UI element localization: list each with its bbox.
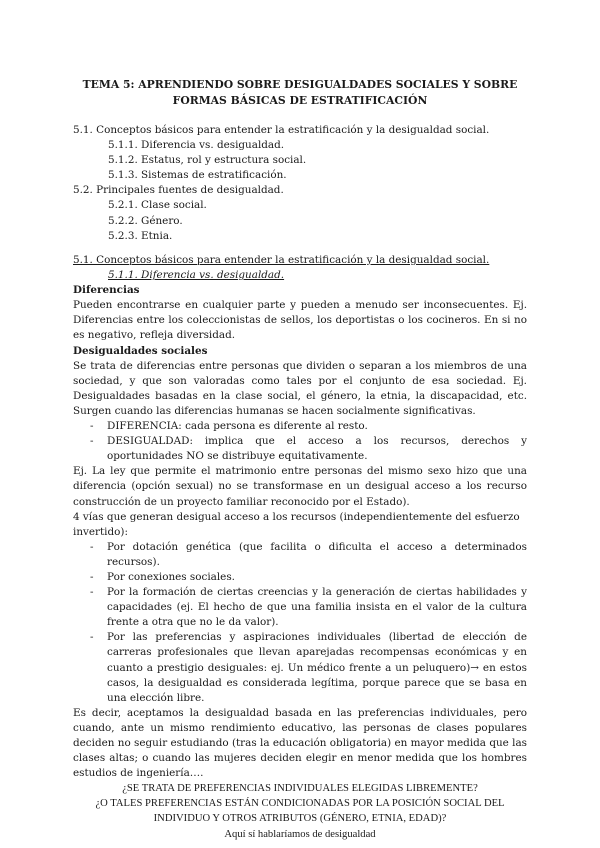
page-title: TEMA 5: APRENDIENDO SOBRE DESIGUALDADES SOCIALES Y SOBRE FORMAS BÁSICAS DE ESTRATIFICACIÓN — [82, 78, 518, 107]
toc-item: 5.2.2. Género. — [108, 214, 183, 227]
diferencias-paragraph: Pueden encontrarse en cualquier parte y pueden a menudo ser inconsecuentes. Ej. Diferencias entre los coleccionistas de sellos, los deportistas o los cocineros. En si no es negativo, refleja diversidad. — [73, 299, 527, 342]
table-of-contents — [73, 123, 533, 244]
list-item: - DIFERENCIA: cada persona es diferente al resto. — [73, 419, 527, 434]
toc-item: 5.1.3. Sistemas de estratificación. — [108, 169, 287, 182]
list-item: - Por dotación genética (que facilita o dificulta el acceso a determinados recursos). — [73, 540, 527, 570]
list-item: - Por las preferencias y aspiraciones individuales (libertad de elección de carreras profesionales que llevan aparejadas recompensas económicas y en cuanto a prestigio desiguales: ej. Un médico frente a un peluquero)→ en estos casos, la desigualdad es considerada legítima, porque parece que se basa en una elección libre. — [73, 630, 527, 705]
subsection-heading: 5.1.1. Diferencia vs. desigualdad. — [108, 269, 285, 282]
list-item: - Por conexiones sociales. — [73, 570, 527, 585]
list-item: - DESIGUALDAD: implica que el acceso a los recursos, derechos y oportunidades NO se distribuye equitativamente. — [73, 434, 527, 464]
vias-list — [73, 540, 527, 706]
question-line: ¿O TALES PREFERENCIAS ESTÁN CONDICIONADAS POR LA POSICIÓN SOCIAL DEL INDIVIDUO Y OTROS ATRIBUTOS (GÉNERO, ETNIA, EDAD)? — [95, 798, 505, 825]
closing-line: Aquí sí hablaríamos de desigualdad — [224, 828, 376, 840]
document-body — [73, 253, 527, 842]
toc-item: 5.2.3. Etnia. — [108, 229, 173, 242]
section-heading: 5.1. Conceptos básicos para entender la estratificación y la desigualdad social. — [73, 254, 490, 266]
toc-item: 5.1.1. Diferencia vs. desigualdad. — [108, 139, 285, 152]
toc-item: 5.1.2. Estatus, rol y estructura social. — [108, 154, 307, 167]
toc-item: 5.1. Conceptos básicos para entender la estratificación y la desigualdad social. — [73, 124, 490, 136]
question-line: ¿SE TRATA DE PREFERENCIAS INDIVIDUALES ELEGIDAS LIBREMENTE? — [122, 783, 478, 795]
desigualdades-heading: Desigualdades sociales — [73, 344, 208, 357]
example-paragraph: Ej. La ley que permite el matrimonio entre personas del mismo sexo hizo que una diferencia (opción sexual) no se transformase en un desigual acceso a los recurso construcción de un proyecto familiar reconocido por el Estado). — [73, 465, 527, 508]
conclusion-paragraph: Es decir, aceptamos la desigualdad basada en las preferencias individuales, pero cuando, ante un mismo rendimiento educativo, las personas de clases populares deciden no seguir estudiando (tras la educación obligatoria) en mayor medida que las clases altas; o cuando las mujeres deciden elegir en menor medida que los hombres estudios de ingeniería…. — [73, 706, 527, 780]
toc-item: 5.2.1. Clase social. — [108, 199, 207, 212]
vias-intro: 4 vías que generan desigual acceso a los recursos (independientemente del esfuerzo invertido): — [73, 510, 520, 538]
list-item: - Por la formación de ciertas creencias y la generación de ciertas habilidades y capacidades (ej. El hecho de que una familia insista en el valor de la cultura frente a otra que no le da valor). — [73, 585, 527, 630]
definition-list — [73, 419, 527, 464]
toc-item: 5.2. Principales fuentes de desigualdad. — [73, 184, 284, 197]
desigualdades-paragraph: Se trata de diferencias entre personas que dividen o separan a los miembros de una sociedad, y que son valoradas como tales por el conjunto de esa sociedad. Ej. Desigualdades basadas en la clase social, el género, la etnia, la discapacidad, etc. Surgen cuando las diferencias humanas se hacen socialmente significativas. — [73, 359, 527, 417]
diferencias-heading: Diferencias — [73, 284, 140, 297]
